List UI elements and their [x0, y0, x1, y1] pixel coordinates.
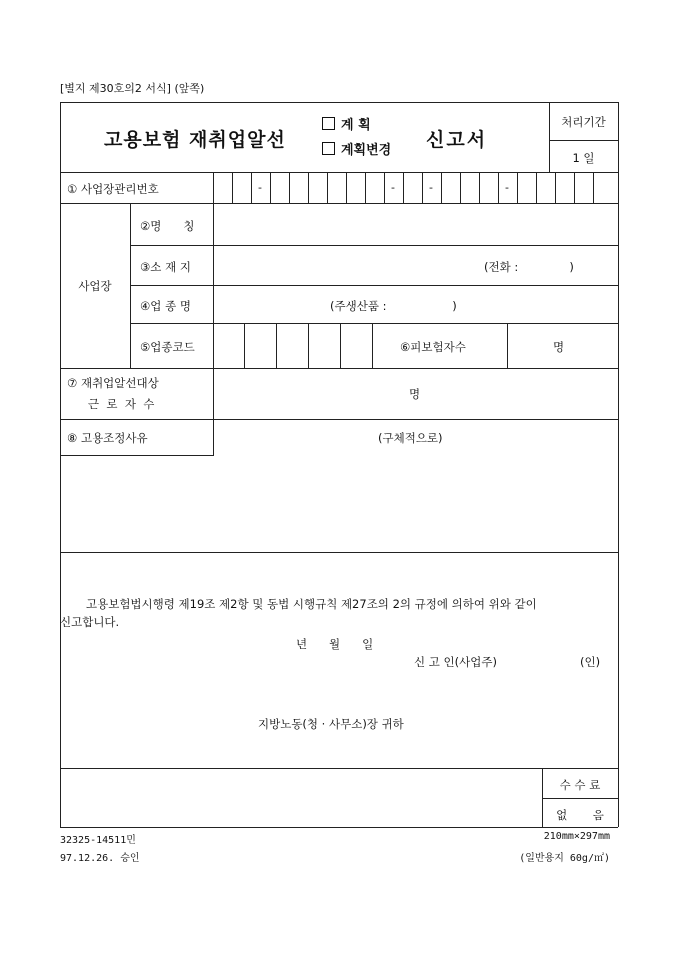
cell-line [244, 323, 245, 368]
mgmt-label-divider [213, 172, 214, 203]
site-divider [130, 203, 131, 368]
frame-top [60, 102, 618, 103]
cell-line [479, 172, 480, 203]
form-title-suffix: 신고서 [426, 129, 488, 151]
line-368 [60, 368, 618, 369]
target-label: ⑦ 재취업알선대상 [67, 376, 159, 390]
line-285 [130, 285, 618, 286]
mgmt-dash: - [391, 181, 395, 194]
declaration-line2: 신고합니다. [60, 615, 120, 629]
code-label: ⑤업종코드 [140, 340, 195, 354]
cell-line [270, 172, 271, 203]
cell-line [460, 172, 461, 203]
line-323 [130, 323, 618, 324]
reason-label-right [213, 419, 214, 455]
processing-label: 처리기간 [561, 115, 606, 129]
fee-value: 없 음 [556, 808, 604, 822]
change-checkbox[interactable] [322, 142, 335, 155]
cell-line [251, 172, 252, 203]
target-label-sub: 근 로 자 수 [88, 397, 155, 411]
option-change-label: 계획변경 [341, 143, 392, 158]
reason-hint: (구체적으로) [378, 431, 443, 445]
cell-line [555, 172, 556, 203]
processing-mid-line [549, 140, 618, 141]
reason-label-bottom [60, 455, 214, 456]
product-field[interactable]: (주생산품 : ) [330, 299, 457, 313]
mgmt-no-label: ① 사업장관리번호 [67, 182, 159, 196]
form-header: [별지 제30호의2 서식] (앞쪽) [60, 82, 205, 95]
cell-line [422, 172, 423, 203]
mgmt-dash: - [505, 181, 509, 194]
mgmt-dash: - [429, 181, 433, 194]
cell-line [517, 172, 518, 203]
line-768 [60, 768, 618, 769]
target-unit[interactable]: 명 [409, 387, 421, 401]
declaration-line1: 고용보험법시행령 제19조 제2항 및 동법 시행규칙 제27조의 2의 규정에 의하여 위와 같이 [86, 597, 537, 611]
name-field[interactable] [214, 204, 617, 244]
processing-value: 1 일 [572, 151, 595, 165]
approval-date: 97.12.26. 승인 [60, 853, 140, 864]
line-552 [60, 552, 618, 553]
form-title: 고용보험 재취업알선 [104, 129, 286, 151]
frame-left [60, 102, 61, 827]
cell-line [441, 172, 442, 203]
line-172 [60, 172, 618, 173]
industry-label: ④업 종 명 [140, 299, 191, 313]
mgmt-dash: - [258, 181, 262, 194]
phone-field[interactable]: (전화 : ) [484, 260, 574, 274]
reporter-label: 신 고 인(사업주) [414, 655, 497, 669]
cell-line [593, 172, 594, 203]
paper-type: (일반용지 60g/㎡) [519, 853, 610, 864]
addressee: 지방노동(청 · 사무소)장 귀하 [258, 717, 404, 731]
option-plan[interactable] [322, 114, 371, 133]
cell-line [498, 172, 499, 203]
fee-label: 수 수 료 [559, 778, 601, 792]
cell-line [372, 323, 373, 368]
address-label: ③소 재 지 [140, 260, 191, 274]
line-419 [60, 419, 618, 420]
cell-line [276, 323, 277, 368]
cell-line [365, 172, 366, 203]
reason-label: ⑧ 고용조정사유 [67, 431, 148, 445]
cell-line [346, 172, 347, 203]
option-change[interactable] [322, 139, 391, 158]
seal-mark: (인) [580, 655, 601, 669]
cell-line [384, 172, 385, 203]
target-divider [213, 368, 214, 419]
insured-unit: 명 [553, 340, 565, 354]
frame-right [618, 102, 619, 827]
cell-line [289, 172, 290, 203]
paper-size: 210mm×297mm [543, 831, 610, 842]
frame-bottom [60, 827, 618, 828]
cell-line [340, 323, 341, 368]
cell-line [403, 172, 404, 203]
option-plan-label: 계 획 [341, 118, 371, 133]
insured-label: ⑥피보험자수 [400, 340, 466, 354]
cell-line [327, 172, 328, 203]
insured-divider [507, 323, 508, 368]
name-label: ②명 칭 [140, 219, 195, 233]
site-label: 사업장 [78, 279, 112, 293]
declaration-date[interactable]: 년 월 일 [296, 637, 374, 651]
cell-line [536, 172, 537, 203]
reason-field[interactable] [214, 456, 617, 551]
plan-checkbox[interactable] [322, 117, 335, 130]
line-798 [542, 798, 618, 799]
cell-line [232, 172, 233, 203]
cell-line [308, 323, 309, 368]
cell-line [308, 172, 309, 203]
form-code: 32325-14511민 [60, 835, 136, 846]
cell-line [574, 172, 575, 203]
line-245 [130, 245, 618, 246]
